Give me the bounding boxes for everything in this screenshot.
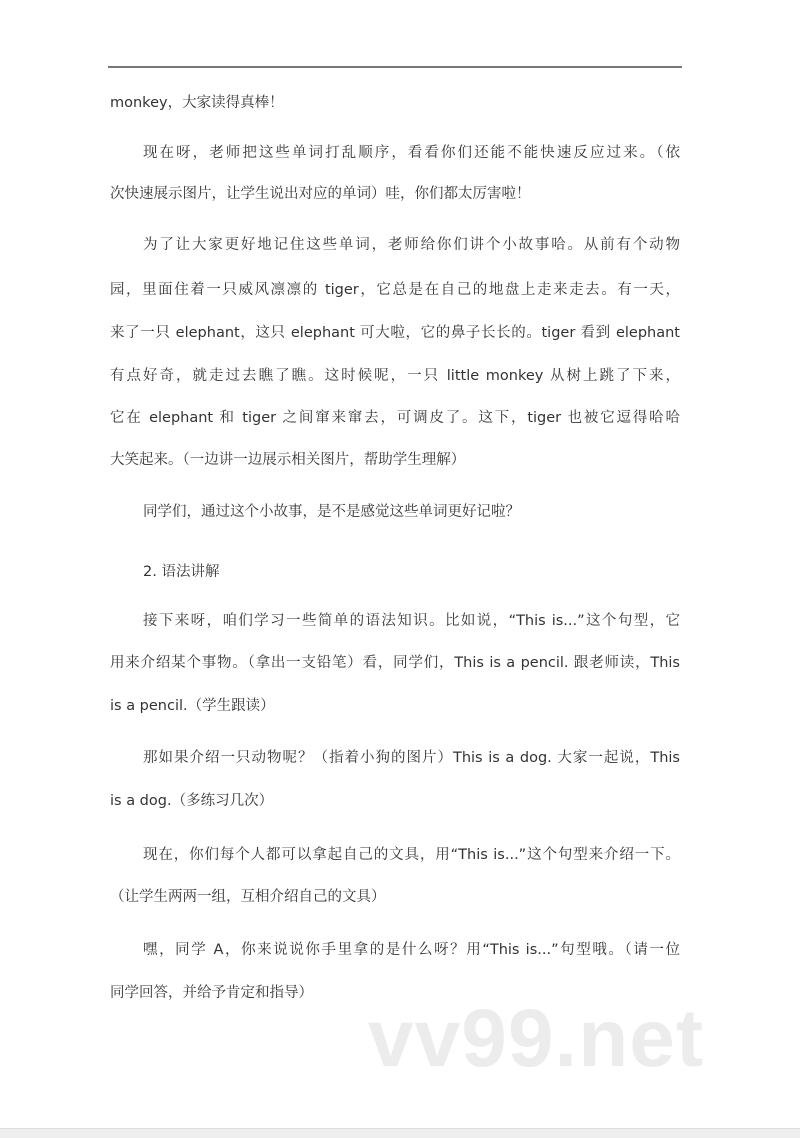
paragraph-line: 接下来呀，咱们学习一些简单的语法知识。比如说，“This is...”这个句型，它 xyxy=(143,613,680,629)
paragraph-line: 次快速展示图片，让学生说出对应的单词）哇，你们都太厉害啦！ xyxy=(110,186,531,202)
paragraph-line: 来了一只 elephant，这只 elephant 可大啦，它的鼻子长长的。tiger 看到 elephant xyxy=(110,325,680,341)
header-rule xyxy=(108,66,682,68)
paragraph-line: 用来介绍某个事物。（拿出一支铅笔）看，同学们，This is a pencil. 跟老师读，This xyxy=(110,655,680,671)
paragraph-line: is a dog.（多练习几次） xyxy=(110,793,274,809)
paragraph-line: is a pencil.（学生跟读） xyxy=(110,698,275,714)
paragraph-line: 园，里面住着一只威风凛凛的 tiger，它总是在自己的地盘上走来走去。有一天， xyxy=(110,282,680,298)
paragraph-line: 嘿，同学 A，你来说说你手里拿的是什么呀？用“This is...”句型哦。（请一位 xyxy=(143,942,680,958)
watermark: vv99.net xyxy=(368,993,705,1084)
paragraph-line: 为了让大家更好地记住这些单词，老师给你们讲个小故事哈。从前有个动物 xyxy=(143,237,680,253)
paragraph-line: 同学们，通过这个小故事，是不是感觉这些单词更好记啦？ xyxy=(143,504,520,520)
paragraph-line: monkey，大家读得真棒！ xyxy=(110,95,284,111)
paragraph-line: 现在呀，老师把这些单词打乱顺序，看看你们还能不能快速反应过来。（依 xyxy=(143,145,680,161)
paragraph-line: （让学生两两一组，互相介绍自己的文具） xyxy=(110,889,386,905)
paragraph-line: 同学回答，并给予肯定和指导） xyxy=(110,985,313,1001)
paragraph-line: 它在 elephant 和 tiger 之间窜来窜去，可调皮了。这下，tiger 也被它逗得哈哈 xyxy=(110,410,680,426)
paragraph-line: 大笑起来。（一边讲一边展示相关图片，帮助学生理解） xyxy=(110,452,466,468)
paragraph-line: 有点好奇，就走过去瞧了瞧。这时候呢，一只 little monkey 从树上跳了下来， xyxy=(110,368,680,384)
paragraph-line: 现在，你们每个人都可以拿起自己的文具，用“This is...”这个句型来介绍一下。 xyxy=(143,847,680,863)
section-heading: 2. 语法讲解 xyxy=(143,564,220,580)
paragraph-line: 那如果介绍一只动物呢？（指着小狗的图片）This is a dog. 大家一起说，This xyxy=(143,750,680,766)
